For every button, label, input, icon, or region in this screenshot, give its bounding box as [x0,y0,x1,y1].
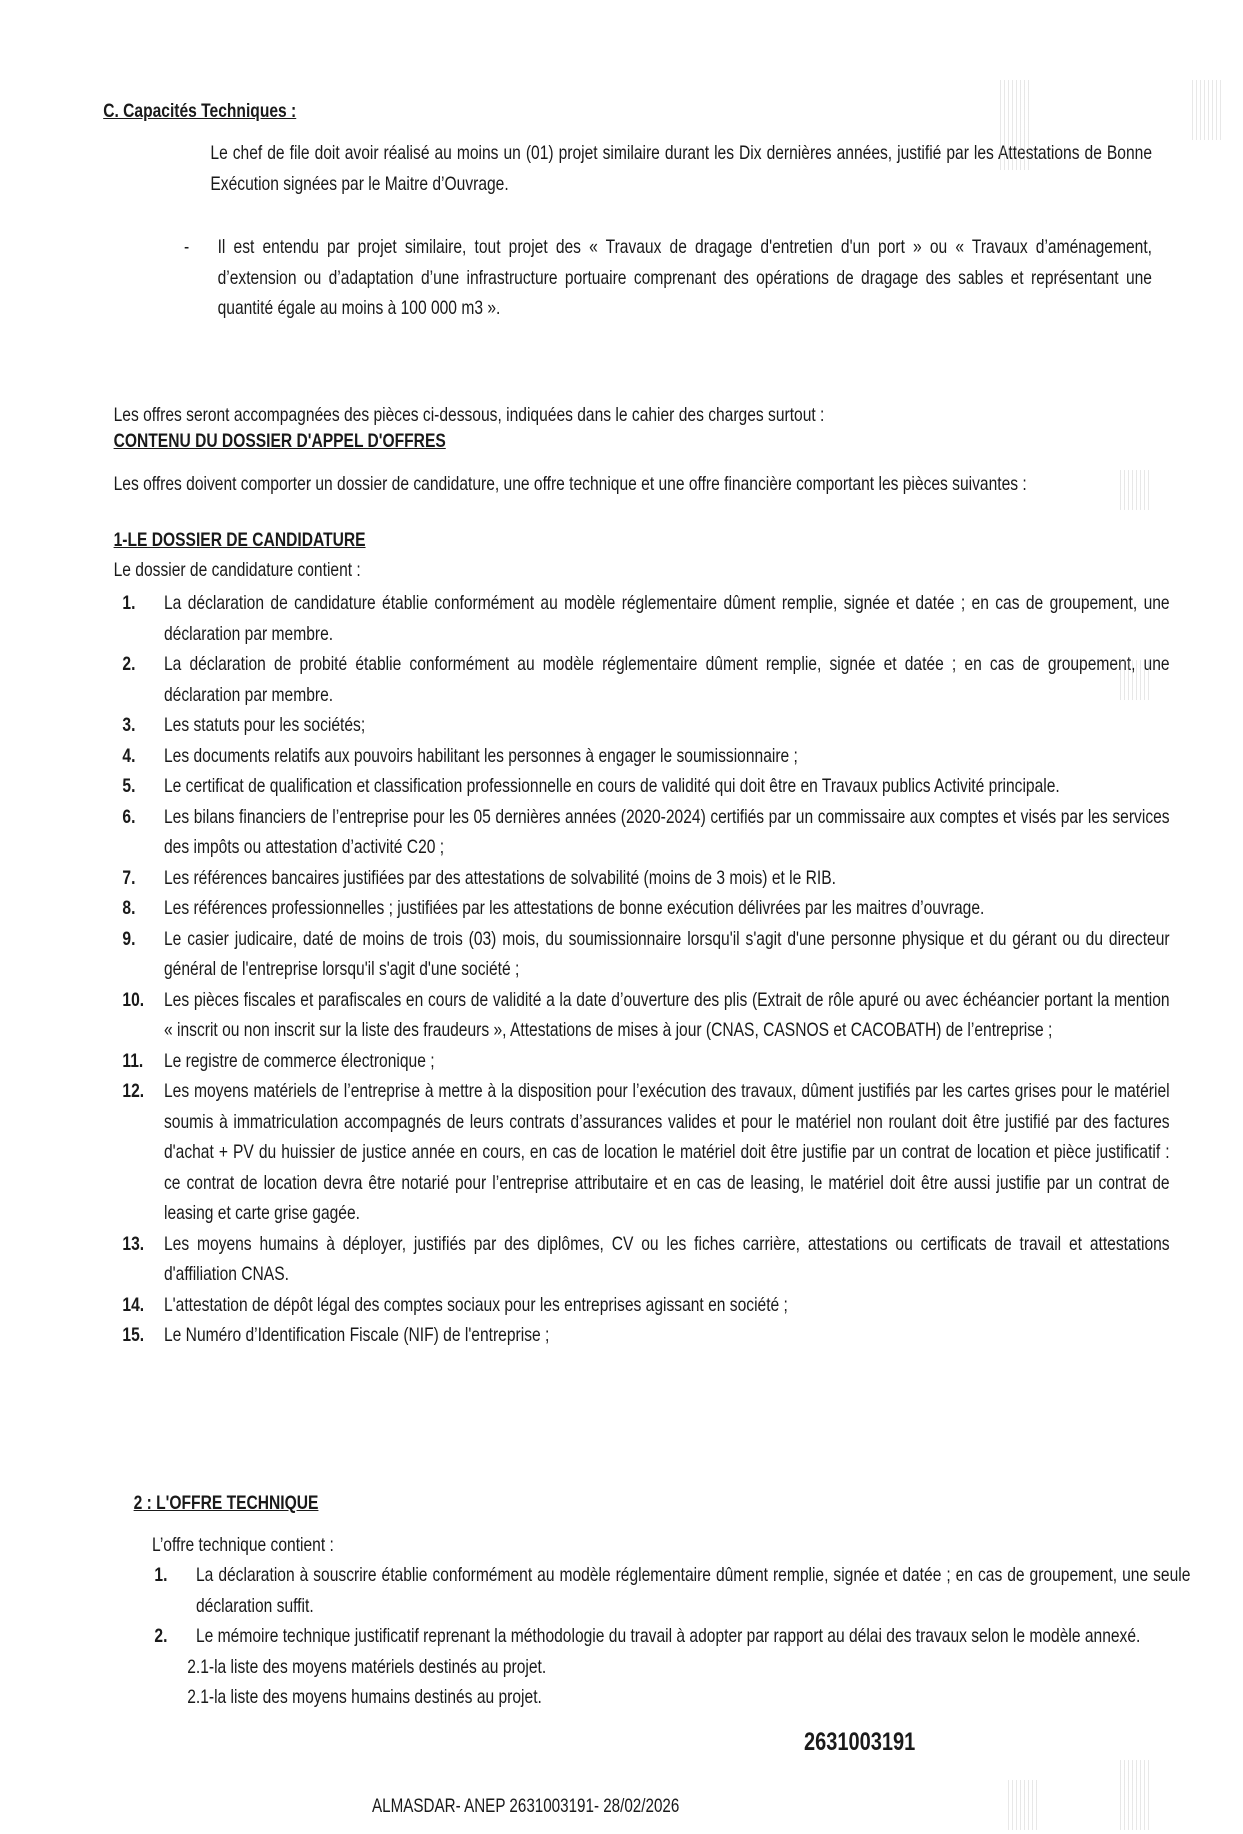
scan-noise [1120,660,1152,700]
list-item-text: Les références professionnelles ; justifiées par les attestations de bonne exécution délivrées par les maitres d’ouvrage. [164,897,985,919]
list-item-number: 4. [122,744,136,767]
list-item [122,924,1169,985]
list-item [122,1229,1169,1290]
list-item [122,588,1169,649]
list-item-text: Les moyens matériels de l’entreprise à mettre à la disposition pour l’exécution des travaux, dûment justifiés par les cartes grises pour le matériel soumis à immatriculation accompagnés de leurs contrats d’assurances valides et pour le matériel non roulant doit être justifié par des factures d'achat + PV du huissier de justice année en cours, en cas de location le matériel doit être justifie par un contrat de location et pièce justificatif : ce contrat de location devra être notarié pour l’entreprise attributaire et en cas de leasing, le matériel doit être aussi justifie par un contrat de leasing et carte grise gagée. [164,1080,1170,1224]
list-item-number: 1. [122,592,136,614]
reference-number: 2631003191 [804,1728,916,1756]
sub-item: 2.1-la liste des moyens matériels destinés au projet. [187,1655,547,1678]
list-item-number: 9. [122,927,136,950]
bullet-marker: - [184,236,190,258]
list-item-number: 7. [122,866,136,889]
sub-item: 2.1-la liste des moyens humains destinés au projet. [187,1686,542,1708]
scan-noise [1192,80,1224,140]
dossier-intro: Le dossier de candidature contient : [113,559,361,581]
list-item-number: 5. [122,775,136,797]
list-item [122,1076,1169,1229]
list-item-number: 12. [122,1080,145,1102]
contenu-text: Les offres doivent comporter un dossier de candidature, une offre technique et une offre financière comportant les pièces suivantes : [113,473,1027,495]
list-item [122,1320,1169,1351]
list-item-number: 14. [122,1293,145,1316]
list-item-text: Le registre de commerce électronique ; [164,1049,435,1072]
list-item [122,710,1169,741]
list-item-text: Les références bancaires justifiées par des attestations de solvabilité (moins de 3 mois) et le RIB. [164,866,836,889]
list-item [122,1046,1169,1077]
scan-noise [1120,1760,1152,1830]
scan-noise [1000,80,1032,170]
list-item-number: 10. [122,988,145,1011]
offre-technique-list [154,1560,1190,1713]
section-heading-dossier: 1-LE DOSSIER DE CANDIDATURE [113,529,366,551]
list-item-text: La déclaration à souscrire établie conformément au modèle réglementaire dûment remplie, signée et datée ; en cas de groupement, une seule déclaration suffit. [196,1564,1191,1617]
list-item-text: Les bilans financiers de l’entreprise pour les 05 dernières années (2020-2024) certifiés par un commissaire aux comptes et visés par les services des impôts ou attestation d’activité C20 ; [164,805,1170,858]
list-item [122,741,1169,772]
list-item [154,1560,1190,1621]
offre-technique-intro: L’offre technique contient : [152,1534,334,1556]
list-item-text: Le casier judicaire, daté de moins de trois (03) mois, du soumissionnaire lorsqu'il s'agit d'une personne physique et du gérant ou du directeur général de l'entreprise lorsqu'il s'agit d'une société ; [164,927,1170,980]
list-item-number: 3. [122,714,136,736]
list-item [122,771,1169,802]
list-item-text: Les moyens humains à déployer, justifiés par des diplômes, CV ou les fiches carrière, attestations ou certificats de travail et attestations d'affiliation CNAS. [164,1232,1170,1285]
scan-noise [1120,470,1152,510]
list-item-number: 1. [154,1564,168,1586]
section-heading-offre-technique: 2 : L'OFFRE TECHNIQUE [133,1492,319,1514]
list-item [154,1621,1190,1652]
list-item-text: La déclaration de probité établie conformément au modèle réglementaire dûment remplie, signée et datée ; en cas de groupement, une déclaration par membre. [164,653,1170,706]
list-item [122,893,1169,924]
list-item-text: L'attestation de dépôt légal des comptes sociaux pour les entreprises agissant en société ; [164,1293,788,1316]
footer-source: ALMASDAR- ANEP 2631003191- 28/02/2026 [372,1796,680,1817]
intro-text: Les offres seront accompagnées des pièces ci-dessous, indiquées dans le cahier des charges surtout : [113,404,825,426]
list-item-text: Le certificat de qualification et classification professionnelle en cours de validité qui doit être en Travaux publics Activité principale. [164,775,1060,797]
list-item-number: 15. [122,1324,145,1346]
list-item [122,802,1169,863]
list-item [122,985,1169,1046]
section-heading-contenu: CONTENU DU DOSSIER D'APPEL D'OFFRES [113,430,446,452]
scan-noise [1008,1780,1040,1830]
list-item-text: La déclaration de candidature établie conformément au modèle réglementaire dûment remplie, signée et datée ; en cas de groupement, une déclaration par membre. [164,592,1170,645]
similar-project-bullet: Il est entendu par projet similaire, tout projet des « Travaux de dragage d'entretien d'un port » ou « Travaux d’aménagement, d’extension ou d’adaptation d’une infrastructure portuaire comprenant des opérations de dragage des sables et représentant une quantité égale au moins à 100 000 m3 ». [217,236,1153,319]
list-item [122,1290,1169,1321]
list-item-text: Les pièces fiscales et parafiscales en cours de validité a la date d’ouverture des plis (Extrait de rôle apuré ou avec échéancier portant la mention « inscrit ou non inscrit sur la liste des fraudeurs », Attestations de mises à jour (CNAS, CASNOS et CACOBATH) de l’entreprise ; [164,988,1170,1041]
list-item [122,649,1169,710]
list-item-text: Le mémoire technique justificatif reprenant la méthodologie du travail à adopter par rapport au délai des travaux selon le modèle annexé. [196,1625,1141,1647]
list-item-text: Les documents relatifs aux pouvoirs habilitant les personnes à engager le soumissionnaire ; [164,744,798,767]
list-item-number: 8. [122,897,136,919]
list-item-number: 2. [154,1625,168,1647]
list-item-number: 13. [122,1232,145,1255]
list-item-number: 2. [122,653,136,675]
list-item-number: 11. [122,1049,144,1072]
capacites-paragraph: Le chef de file doit avoir réalisé au moins un (01) projet similaire durant les Dix dernières années, justifié par les Attestations de Bonne Exécution signées par le Maitre d’Ouvrage. [210,142,1152,195]
list-item-text: Le Numéro d’Identification Fiscale (NIF) de l'entreprise ; [164,1324,550,1346]
section-heading-capacites: C. Capacités Techniques : [103,100,297,122]
dossier-list [122,588,1169,1351]
list-item [122,863,1169,894]
list-item-text: Les statuts pour les sociétés; [164,714,366,736]
list-item-number: 6. [122,805,136,828]
